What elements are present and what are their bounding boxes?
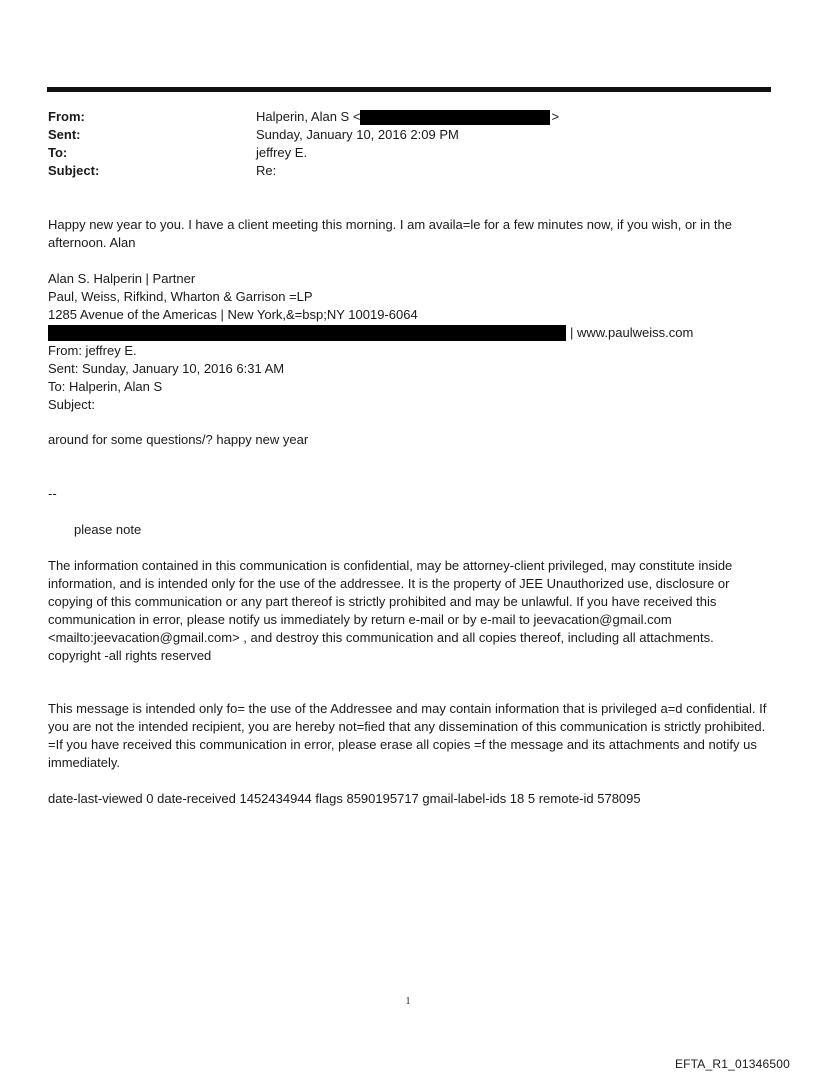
subject-row xyxy=(48,162,768,180)
signature-contact-line xyxy=(48,324,770,342)
original-subject: Subject: xyxy=(48,397,95,412)
to-value: jeffrey E. xyxy=(256,145,308,160)
signature-block xyxy=(48,270,770,342)
signature-separator: -- xyxy=(48,486,57,501)
original-sent: Sent: Sunday, January 10, 2016 6:31 AM xyxy=(48,361,285,376)
sent-value: Sunday, January 10, 2016 2:09 PM xyxy=(256,127,459,142)
original-from: From: jeffrey E. xyxy=(48,343,137,358)
from-value xyxy=(256,108,559,126)
from-close: > xyxy=(551,109,560,124)
subject-label: Subject: xyxy=(48,163,100,178)
signature-address: 1285 Avenue of the Americas | New York,&=bsp;NY 10019-6064 xyxy=(48,307,418,322)
to-row xyxy=(48,144,768,162)
original-to: To: Halperin, Alan S xyxy=(48,379,163,394)
email-header xyxy=(48,108,768,180)
header-divider xyxy=(47,87,771,92)
message-metadata: date-last-viewed 0 date-received 1452434944 flags 8590195717 gmail-label-ids 18 5 remote-id 578095 xyxy=(48,791,641,806)
signature-name: Alan S. Halperin | Partner xyxy=(48,271,196,286)
sent-label: Sent: xyxy=(48,127,81,142)
redaction-box xyxy=(48,325,566,341)
redaction-box xyxy=(360,110,550,125)
from-label: From: xyxy=(48,109,85,124)
signature-firm: Paul, Weiss, Rifkind, Wharton & Garrison =LP xyxy=(48,289,313,304)
confidentiality-disclaimer: The information contained in this communication is confidential, may be attorney-client privileged, may constitute inside information, and is intended only for the use of the addressee. It is the property of JEE Unauthorized use, disclosure or copying of this communication or any part thereof is strictly prohibited and may be unlawful. If you have received this communication in error, please notify us immediately by return e-mail or by e-mail to jeevacation@gmail.com <mailto:jeevacation@gmail.com> , and destroy this communication and all copies thereof, including all attachments. copyright -all rights reserved xyxy=(48,558,733,663)
bates-number: EFTA_R1_01346500 xyxy=(674,1057,790,1071)
subject-value: Re: xyxy=(256,163,277,178)
from-row xyxy=(48,108,768,126)
signature-website: | www.paulweiss.com xyxy=(570,325,694,340)
original-message-header xyxy=(48,342,770,414)
original-body: around for some questions/? happy new year xyxy=(48,432,309,447)
from-name: Halperin, Alan S < xyxy=(256,109,361,124)
to-label: To: xyxy=(48,145,68,160)
privilege-notice: This message is intended only fo= the use of the Addressee and may contain information that is privileged a=d confidential. If you are not the intended recipient, you are hereby not=fied that any dissemination of this communication is strictly prohibited. =If you have received this communication in error, please erase all copies =f the message and its attachments and notify us immediately. xyxy=(48,701,767,770)
sent-row xyxy=(48,126,768,144)
page-number: 1 xyxy=(405,996,411,1007)
reply-body: Happy new year to you. I have a client meeting this morning. I am availa=le for a few minutes now, if you wish, or in the afternoon. Alan xyxy=(48,217,732,250)
please-note: please note xyxy=(74,522,142,537)
